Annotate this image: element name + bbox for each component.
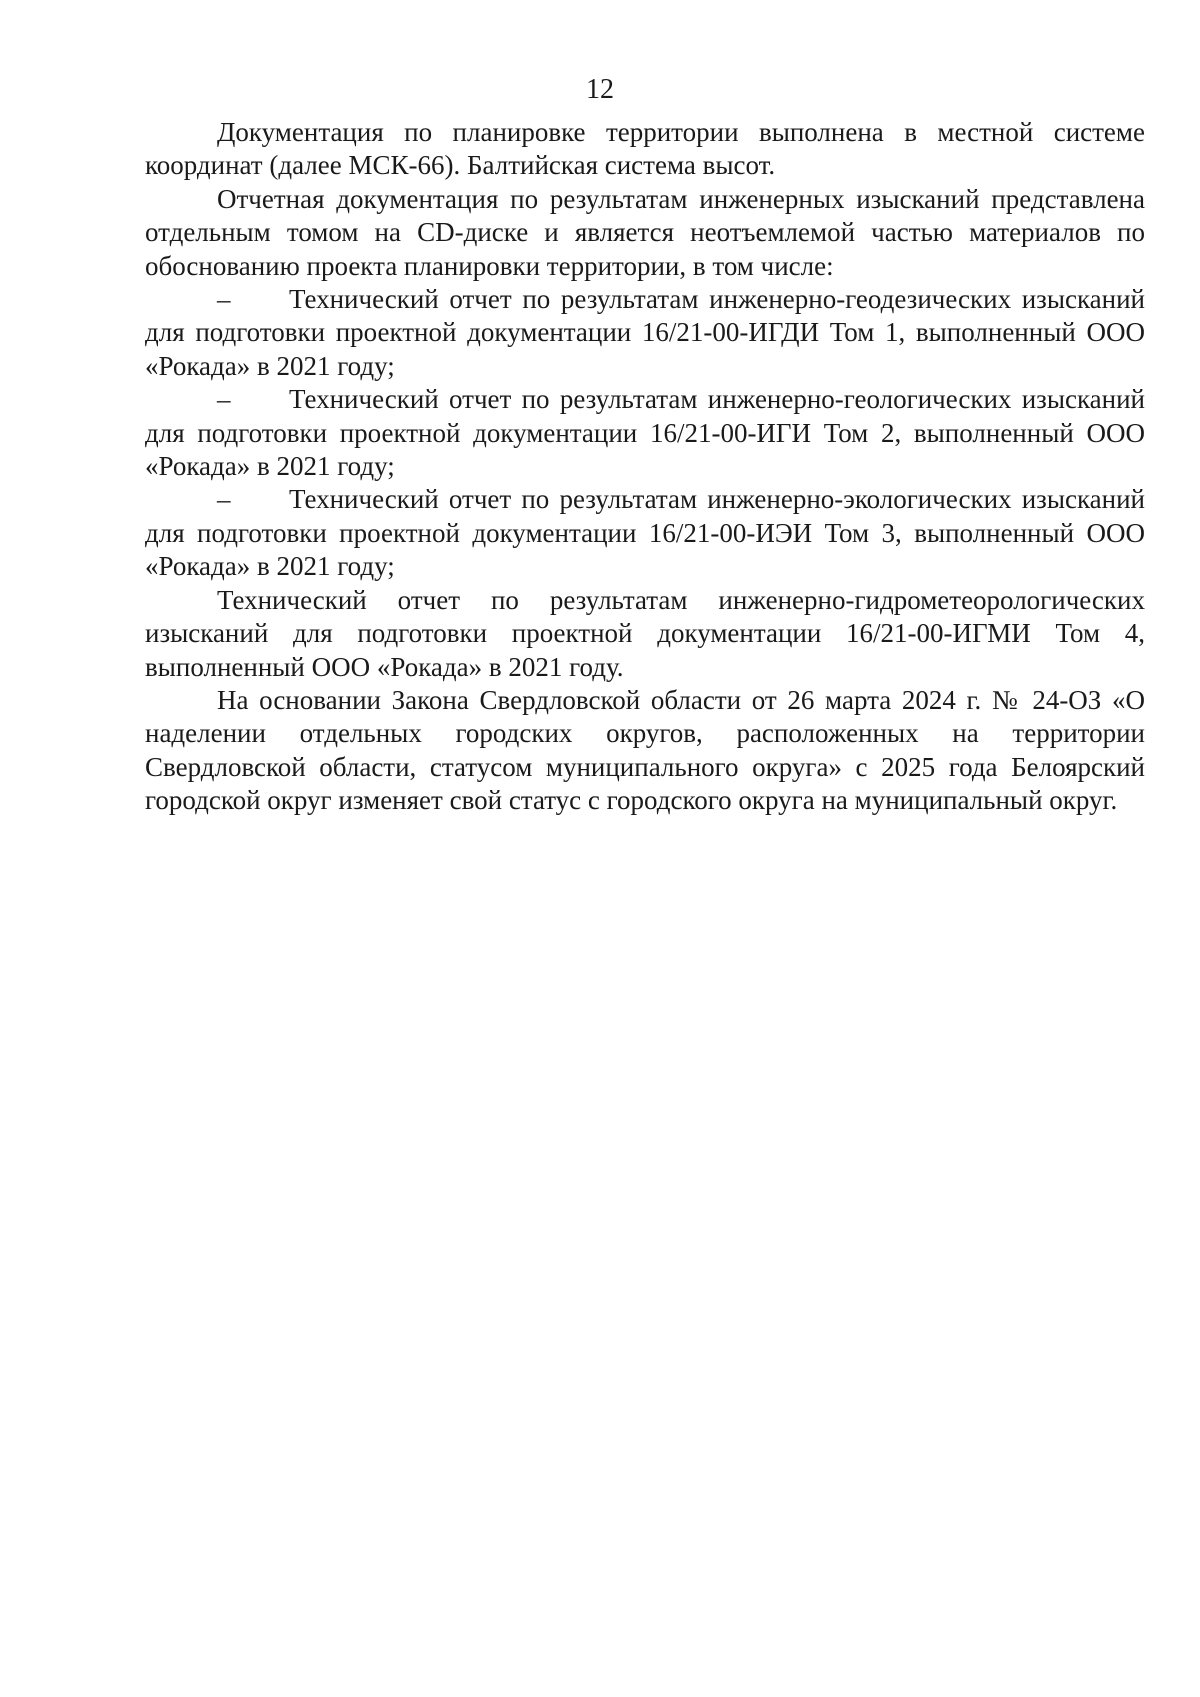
list-item-geodetic (145, 283, 1145, 383)
document-body (145, 116, 1145, 818)
paragraph-municipal-status: На основании Закона Свердловской области от 26 марта 2024 г. № 24-ОЗ «О наделении отдельных городских округов, расположенных на территории Свердловской области, статусом муниципального округа» с 2025 года Белоярский городской округ изменяет свой статус с городского округа на муниципальный округ. (145, 684, 1145, 816)
list-dash: – (217, 484, 231, 515)
paragraph-survey-documentation: Отчетная документация по результатам инженерных изысканий представлена отдельным томом на CD-диске и является неотъемлемой частью материалов по обоснованию проекта планировки территории, в том числе: (145, 183, 1145, 281)
list-dash: – (217, 384, 231, 415)
list-dash: – (217, 284, 231, 315)
page-number: 12 (586, 74, 614, 105)
list-item-ecological (145, 483, 1145, 583)
paragraph-hydrometeorological: Технический отчет по результатам инженерно-гидрометеорологических изысканий для подготовки проектной документации 16/21-00-ИГМИ Том 4, выполненный ООО «Рокада» в 2021 году. (145, 584, 1145, 682)
list-item-geological (145, 383, 1145, 483)
list-item-text: Технический отчет по результатам инженерно-геодезических изысканий для подготовки проектной документации 16/21-00-ИГДИ Том 1, выполненный ООО «Рокада» в 2021 году; (145, 284, 1145, 381)
list-item-text: Технический отчет по результатам инженерно-экологических изысканий для подготовки проектной документации 16/21-00-ИЭИ Том 3, выполненный ООО «Рокада» в 2021 году; (145, 484, 1145, 582)
list-item-text: Технический отчет по результатам инженерно-геологических изысканий для подготовки проектной документации 16/21-00-ИГИ Том 2, выполненный ООО «Рокада» в 2021 году; (145, 384, 1145, 482)
paragraph-coordinate-system: Документация по планировке территории выполнена в местной системе координат (далее МСК-66). Балтийская система высот. (145, 117, 1145, 181)
